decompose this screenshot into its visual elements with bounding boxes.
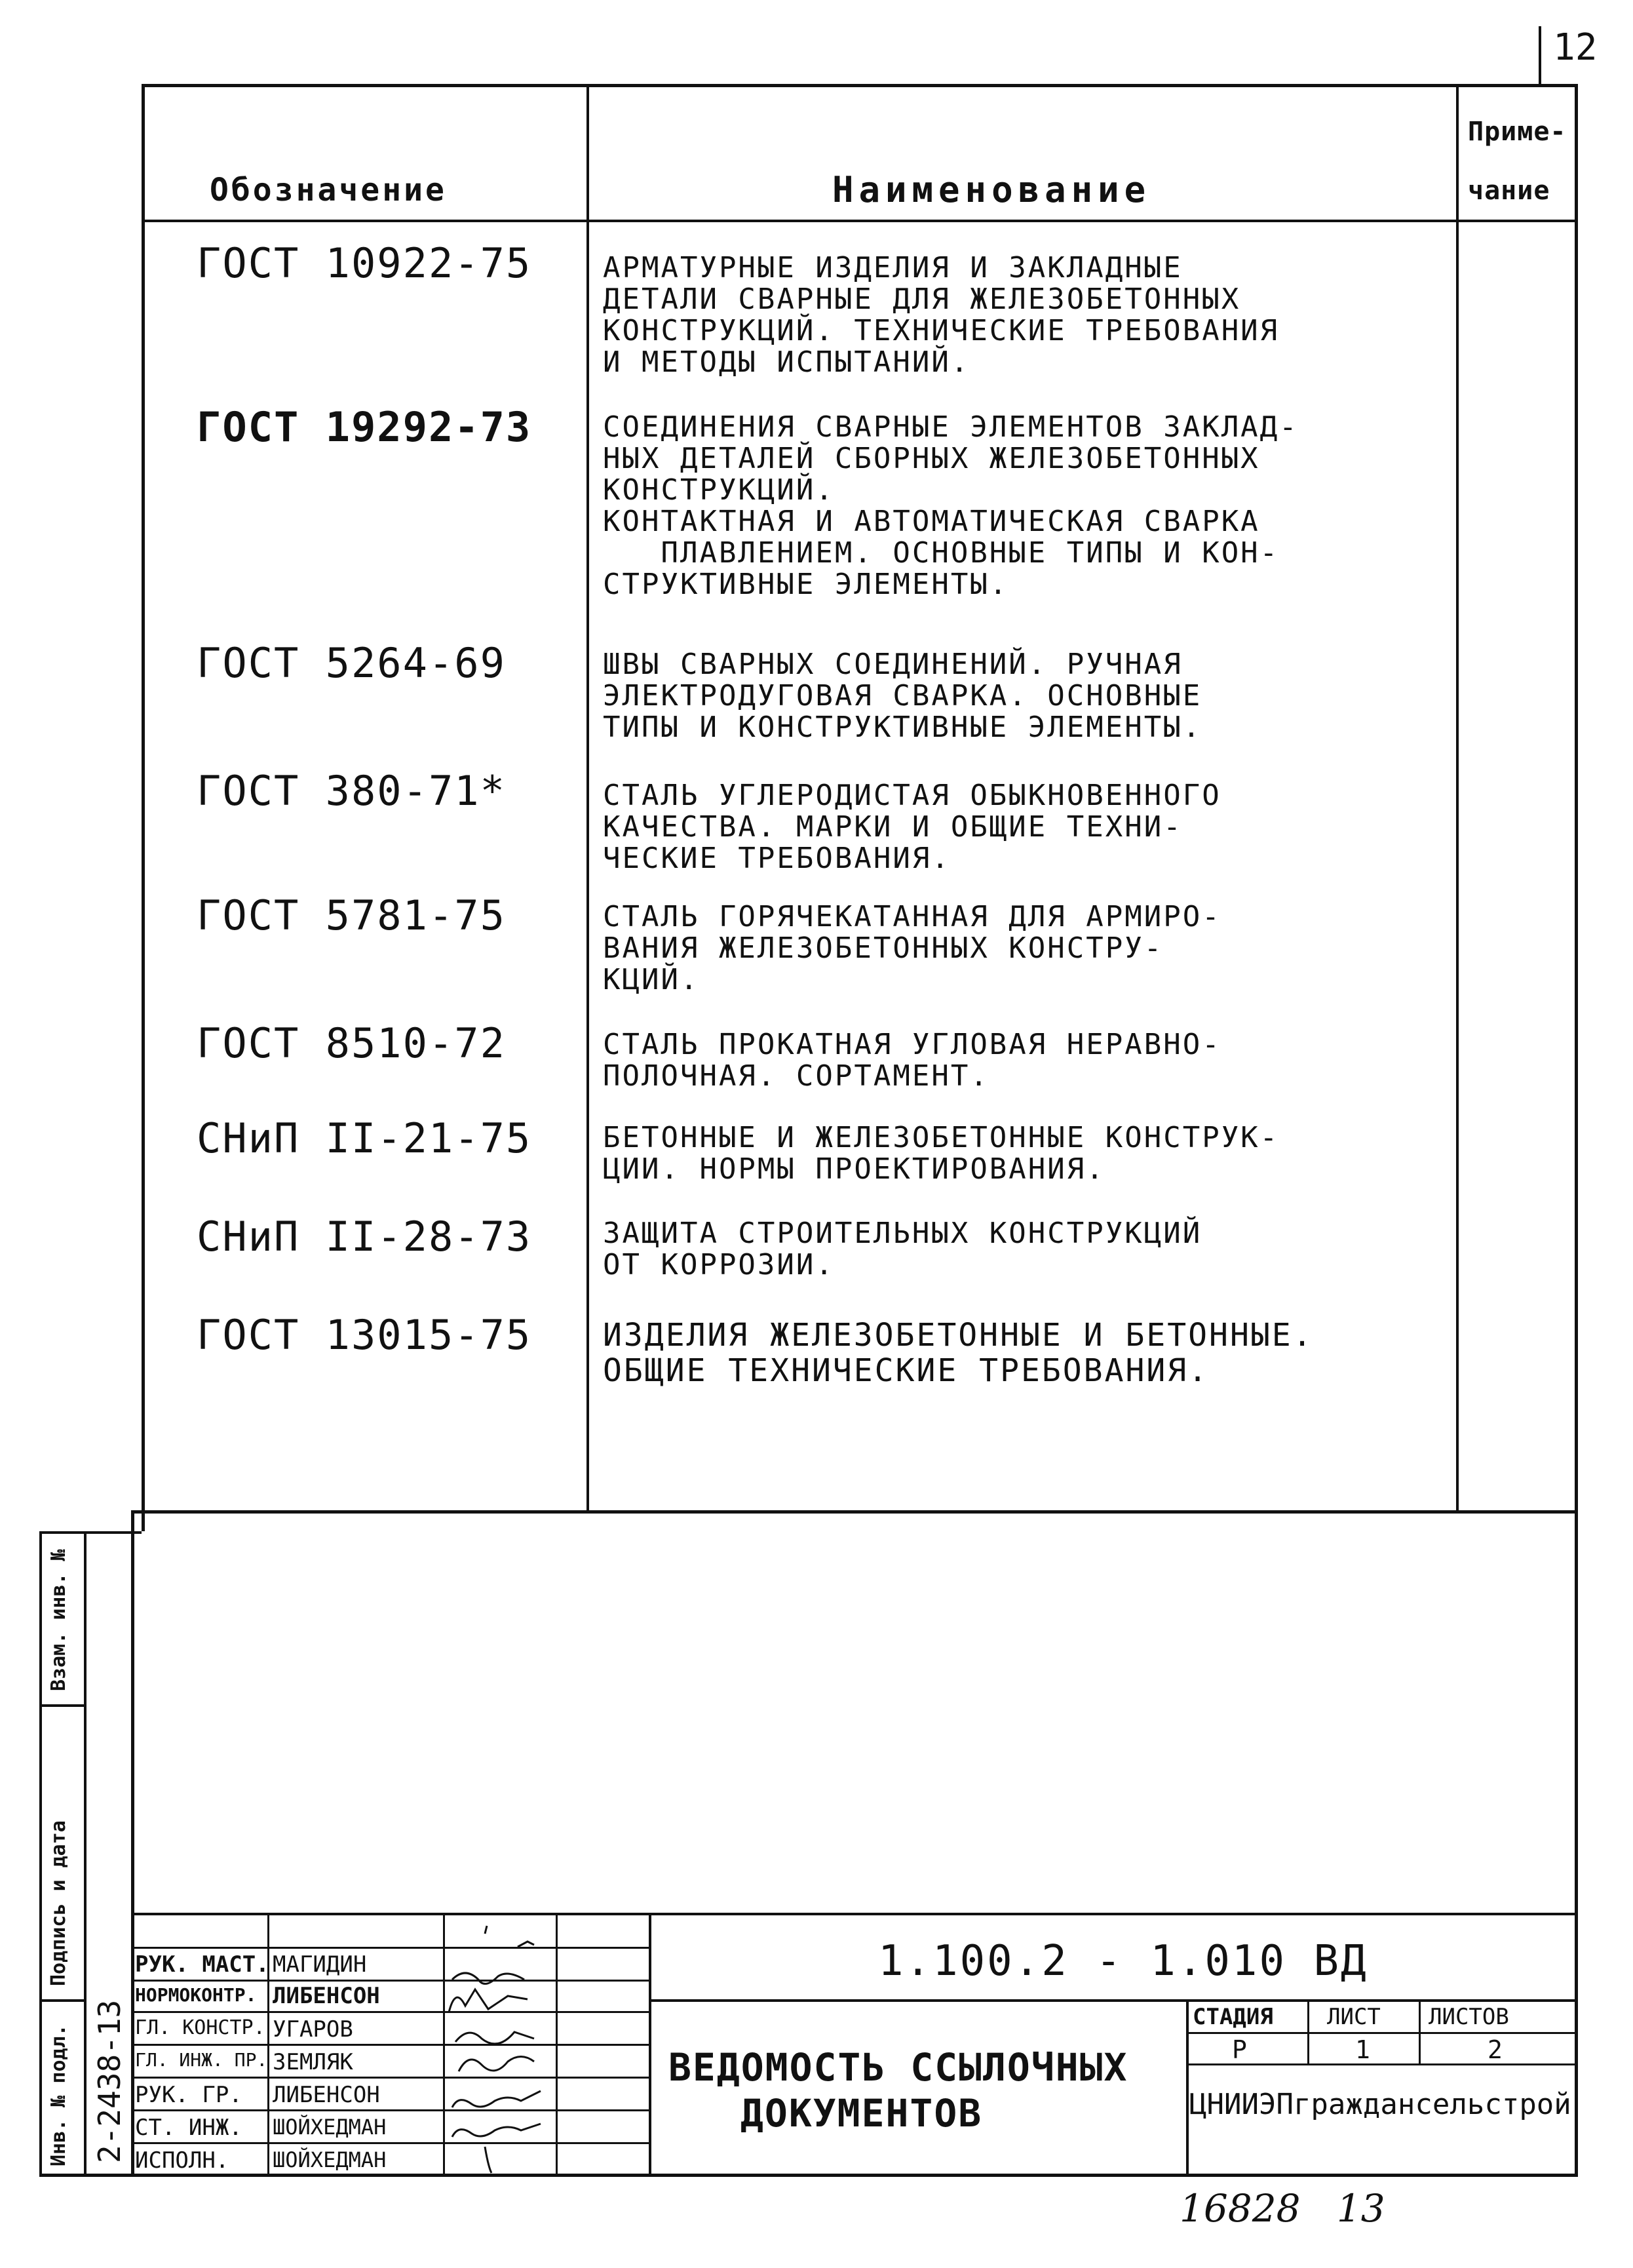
row-8-code: СНиП II-28-73 [197, 1213, 532, 1261]
role-1: РУК. МАСТ. [135, 1951, 269, 1978]
frame-top [142, 84, 1578, 87]
role-6-name: ШОЙХЕДМАН [273, 2115, 387, 2140]
sheet-number: 12 [1553, 26, 1598, 69]
role-4-name: ЗЕМЛЯК [273, 2049, 353, 2075]
side-vzam-inv: Взам. инв. № [47, 1549, 70, 1691]
role-rule-5 [131, 2077, 649, 2079]
footer-handwritten: 16828 13 [1180, 2186, 1385, 2231]
row-9-line-2: ОБЩИЕ ТЕХНИЧЕСКИЕ ТРЕБОВАНИЯ. [603, 1352, 1210, 1389]
row-4-code: ГОСТ 380-71* [197, 767, 506, 815]
row-3-code: ГОСТ 5264-69 [197, 639, 506, 687]
header-name: Наименование [832, 169, 1151, 210]
row-4-line-2: КАЧЕСТВА. МАРКИ И ОБЩИЕ ТЕХНИ- [603, 810, 1183, 844]
row-2-line-5: ПЛАВЛЕНИЕМ. ОСНОВНЫЕ ТИПЫ И КОН- [603, 536, 1280, 570]
row-6-name [603, 1029, 1442, 1092]
row-7-line-2: ЦИИ. НОРМЫ ПРОЕКТИРОВАНИЯ. [603, 1152, 1105, 1186]
row-9-name [603, 1318, 1442, 1388]
header-bottom-rule [142, 220, 1578, 222]
role-2-name: ЛИБЕНСОН [273, 1983, 380, 2009]
row-2-line-4: КОНТАКТНАЯ И АВТОМАТИЧЕСКАЯ СВАРКА [603, 505, 1260, 538]
row-2-line-6: СТРУКТИВНЫЕ ЭЛЕМЕНТЫ. [603, 568, 1009, 601]
side-inv-podl: Инв. № подл. [47, 2024, 70, 2166]
stage-rule-1 [1186, 2032, 1578, 2034]
table-bottom-rule [131, 1510, 1578, 1514]
stage-col-1 [1307, 1999, 1309, 2065]
stamp-doc-code: 1.100.2 - 1.010 ВД [878, 1937, 1368, 1985]
side-inv-number: 2-2438-13 [92, 1999, 127, 2163]
row-7-name [603, 1122, 1442, 1185]
role-2: НОРМОКОНТР. [135, 1984, 257, 2006]
role-3-name: УГАРОВ [273, 2016, 353, 2043]
stamp-col-main [649, 1913, 651, 2176]
row-2-line-1: СОЕДИНЕНИЯ СВАРНЫЕ ЭЛЕМЕНТОВ ЗАКЛАД- [603, 410, 1299, 444]
stage-col-left [1186, 1999, 1189, 2176]
row-1-line-2: ДЕТАЛИ СВАРНЫЕ ДЛЯ ЖЕЛЕЗОБЕТОННЫХ [603, 283, 1241, 316]
row-7-code: СНиП II-21-75 [197, 1114, 532, 1162]
row-9-code: ГОСТ 13015-75 [197, 1311, 532, 1359]
role-rule-7 [131, 2142, 649, 2144]
row-5-code: ГОСТ 5781-75 [197, 891, 506, 939]
row-2-line-3: КОНСТРУКЦИЙ. [603, 473, 835, 507]
role-rule-1 [131, 1947, 649, 1949]
role-4: ГЛ. ИНЖ. ПР. [135, 2049, 268, 2071]
role-col-3 [556, 1913, 558, 2176]
strip-left [39, 1531, 42, 2176]
role-3: ГЛ. КОНСТР. [135, 2016, 265, 2039]
row-4-line-3: ЧЕСКИЕ ТРЕБОВАНИЯ. [603, 842, 951, 875]
stamp-title-line1: ВЕДОМОСТЬ ССЫЛОЧНЫХ [668, 2045, 1128, 2090]
row-2-line-2: НЫХ ДЕТАЛЕЙ СБОРНЫХ ЖЕЛЕЗОБЕТОННЫХ [603, 442, 1260, 475]
sheets-label: ЛИСТОВ [1429, 2004, 1509, 2030]
row-1-code: ГОСТ 10922-75 [197, 239, 532, 287]
frame-right [1575, 84, 1578, 2176]
sheets-value: 2 [1488, 2035, 1503, 2064]
header-note-line2: чание [1468, 176, 1550, 206]
row-6-code: ГОСТ 8510-72 [197, 1019, 506, 1067]
row-6-line-2: ПОЛОЧНАЯ. СОРТАМЕНТ. [603, 1059, 989, 1093]
role-rule-3 [131, 2011, 649, 2013]
stamp-top [131, 1913, 1578, 1915]
header-note-line1: Приме- [1468, 117, 1567, 147]
row-3-line-1: ШВЫ СВАРНЫХ СОЕДИНЕНИЙ. РУЧНАЯ [603, 648, 1183, 681]
row-5-line-3: КЦИЙ. [603, 963, 700, 996]
row-7-line-1: БЕТОННЫЕ И ЖЕЛЕЗОБЕТОННЫЕ КОНСТРУК- [603, 1121, 1280, 1154]
sheet-label: ЛИСТ [1327, 2004, 1381, 2030]
row-3-line-3: ТИПЫ И КОНСТРУКТИВНЫЕ ЭЛЕМЕНТЫ. [603, 711, 1202, 744]
role-5-name: ЛИБЕНСОН [273, 2082, 380, 2108]
side-podpis-data: Подпись и дата [47, 1820, 70, 1986]
strip-sep-2 [39, 1999, 86, 2002]
role-rule-2 [131, 1980, 649, 1982]
role-6: СТ. ИНЖ. [135, 2115, 242, 2141]
role-rule-4 [131, 2044, 649, 2046]
stage-label: СТАДИЯ [1193, 2004, 1273, 2030]
row-5-line-1: СТАЛЬ ГОРЯЧЕКАТАННАЯ ДЛЯ АРМИРО- [603, 900, 1221, 933]
strip-mid [84, 1531, 86, 2176]
row-2-code: ГОСТ 19292-73 [197, 403, 532, 451]
stamp-code-bottom [649, 1999, 1578, 2002]
role-7-name: ШОЙХЕДМАН [273, 2147, 387, 2172]
row-3-name [603, 649, 1442, 743]
header-designation: Обозначение [210, 172, 447, 208]
col-divider-2 [1456, 84, 1459, 1510]
row-1-line-3: КОНСТРУКЦИЙ. ТЕХНИЧЕСКИЕ ТРЕБОВАНИЯ [603, 314, 1280, 347]
stamp-title-line2: ДОКУМЕНТОВ [740, 2091, 983, 2136]
role-rule-6 [131, 2109, 649, 2111]
row-5-line-2: ВАНИЯ ЖЕЛЕЗОБЕТОННЫХ КОНСТРУ- [603, 931, 1164, 965]
row-3-line-2: ЭЛЕКТРОДУГОВАЯ СВАРКА. ОСНОВНЫЕ [603, 679, 1202, 713]
role-col-2 [443, 1913, 445, 2176]
row-5-name [603, 901, 1442, 996]
row-4-line-1: СТАЛЬ УГЛЕРОДИСТАЯ ОБЫКНОВЕННОГО [603, 779, 1221, 812]
row-4-name [603, 780, 1442, 874]
frame-bottom [39, 2174, 1578, 2177]
row-8-line-1: ЗАЩИТА СТРОИТЕЛЬНЫХ КОНСТРУКЦИЙ [603, 1217, 1202, 1250]
strip-sep-1 [39, 1704, 86, 1707]
role-7: ИСПОЛН. [135, 2147, 229, 2174]
organization: ЦНИИЭПграждансельстрой [1189, 2088, 1571, 2121]
role-1-name: МАГИДИН [273, 1951, 367, 1978]
frame-left-upper [142, 84, 145, 1531]
col-divider-1 [586, 84, 589, 1510]
row-8-line-2: ОТ КОРРОЗИИ. [603, 1248, 835, 1281]
row-9-line-1: ИЗДЕЛИЯ ЖЕЛЕЗОБЕТОННЫЕ И БЕТОННЫЕ. [603, 1317, 1314, 1354]
signatures-graphic [446, 1921, 554, 2176]
strip-top [39, 1531, 142, 1534]
row-2-name [603, 412, 1442, 600]
sheet-number-divider [1539, 26, 1541, 85]
row-1-line-4: И МЕТОДЫ ИСПЫТАНИЙ. [603, 345, 970, 379]
row-8-name [603, 1218, 1442, 1281]
stage-col-2 [1419, 1999, 1421, 2065]
role-5: РУК. ГР. [135, 2082, 242, 2108]
stage-value: Р [1232, 2035, 1247, 2064]
row-1-name [603, 252, 1442, 378]
row-6-line-1: СТАЛЬ ПРОКАТНАЯ УГЛОВАЯ НЕРАВНО- [603, 1028, 1221, 1061]
sheet-value: 1 [1355, 2035, 1370, 2064]
row-1-line-1: АРМАТУРНЫЕ ИЗДЕЛИЯ И ЗАКЛАДНЫЕ [603, 251, 1183, 284]
